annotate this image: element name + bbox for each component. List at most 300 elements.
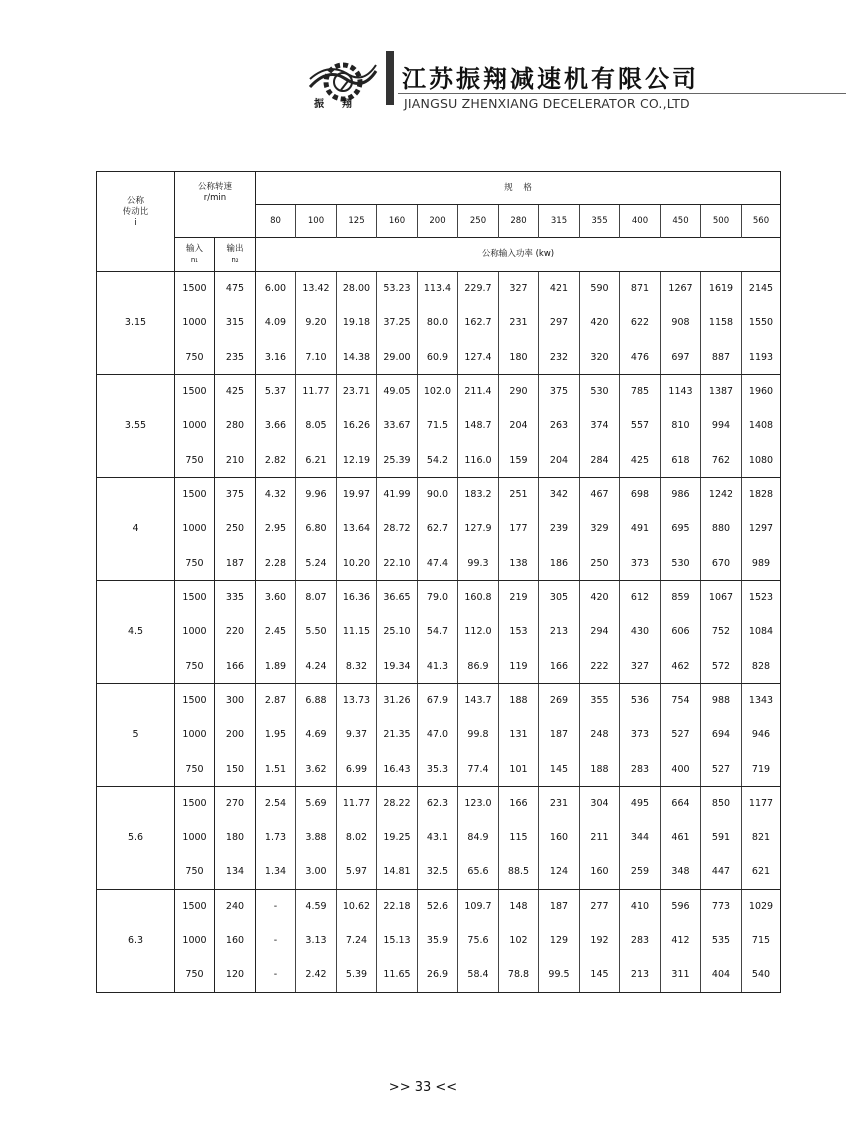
- ratio-header: [97, 172, 175, 272]
- output-speed-cell: 300: [215, 683, 256, 717]
- power-value-cell: 8.02: [337, 821, 377, 855]
- power-value-cell: 400: [661, 752, 701, 786]
- ratio-cell: 5.6: [97, 786, 175, 889]
- power-value-cell: 192: [580, 924, 620, 958]
- table-row: [97, 718, 781, 752]
- power-value-cell: 90.0: [418, 477, 458, 511]
- power-value-cell: 187: [539, 889, 580, 923]
- power-value-cell: 15.13: [377, 924, 418, 958]
- input-speed-header: [175, 238, 215, 272]
- power-value-cell: 1267: [661, 272, 701, 306]
- power-value-cell: 109.7: [458, 889, 499, 923]
- power-value-cell: 664: [661, 786, 701, 820]
- power-value-cell: 41.3: [418, 649, 458, 683]
- power-value-cell: 618: [661, 443, 701, 477]
- power-value-cell: 305: [539, 580, 580, 614]
- power-value-cell: 670: [701, 546, 742, 580]
- output-speed-header: [215, 238, 256, 272]
- power-value-cell: 16.36: [337, 580, 377, 614]
- power-value-cell: 22.10: [377, 546, 418, 580]
- power-value-cell: 994: [701, 409, 742, 443]
- speed-header-line1: 公称转速: [197, 182, 232, 192]
- power-value-cell: 53.23: [377, 272, 418, 306]
- power-value-cell: 3.00: [296, 855, 337, 889]
- power-value-cell: 2.95: [264, 523, 287, 535]
- power-value-cell: 1550: [742, 306, 781, 340]
- power-value-cell: 143.7: [458, 683, 499, 717]
- power-value-cell: 2.54: [264, 798, 287, 810]
- size-header-cell: 125: [337, 205, 377, 238]
- power-value-cell: 762: [701, 443, 742, 477]
- power-value-cell: 1619: [701, 272, 742, 306]
- power-value-cell: 311: [661, 958, 701, 992]
- table-row: [97, 512, 781, 546]
- power-value-cell: 6.00: [264, 283, 287, 295]
- power-value-cell: 4.69: [296, 718, 337, 752]
- output-speed-cell: 235: [215, 340, 256, 374]
- power-value-cell: 536: [620, 683, 661, 717]
- input-speed-cell: 1500: [175, 374, 215, 408]
- power-value-cell: 231: [499, 306, 539, 340]
- power-value-cell: 1523: [742, 580, 781, 614]
- power-value-cell: 47.4: [418, 546, 458, 580]
- power-value-cell: 159: [499, 443, 539, 477]
- power-value-cell: 2.42: [296, 958, 337, 992]
- power-value-cell: 13.64: [337, 512, 377, 546]
- input-label: 输入: [185, 243, 203, 254]
- power-value-cell: 828: [742, 649, 781, 683]
- power-value-cell: 22.18: [377, 889, 418, 923]
- power-value-cell: 204: [539, 443, 580, 477]
- ratio-header-line2: 传动比: [122, 207, 149, 217]
- input-speed-cell: 1500: [175, 477, 215, 511]
- table-row: [97, 443, 781, 477]
- output-label: 输出: [226, 243, 244, 254]
- power-value-cell: 21.35: [377, 718, 418, 752]
- power-value-cell: 3.62: [296, 752, 337, 786]
- power-value-cell: 1242: [701, 477, 742, 511]
- power-value-cell: 1828: [742, 477, 781, 511]
- power-value-cell: 715: [742, 924, 781, 958]
- power-value-cell: 211.4: [458, 374, 499, 408]
- power-value-cell: 304: [580, 786, 620, 820]
- power-value-cell: 75.6: [458, 924, 499, 958]
- power-value-cell: 131: [499, 718, 539, 752]
- table-row: [97, 786, 781, 820]
- header-divider-bar: [386, 51, 394, 105]
- power-value-cell: 99.8: [458, 718, 499, 752]
- table-row: [97, 752, 781, 786]
- power-value-cell: 2.45: [264, 626, 287, 638]
- power-value-cell: 327: [499, 272, 539, 306]
- input-speed-cell: 1000: [175, 512, 215, 546]
- output-speed-cell: 160: [215, 924, 256, 958]
- power-value-cell: 77.4: [458, 752, 499, 786]
- power-value-cell: 239: [539, 512, 580, 546]
- power-value-cell: 821: [742, 821, 781, 855]
- power-value-cell: 19.25: [377, 821, 418, 855]
- power-value-cell: 8.07: [296, 580, 337, 614]
- output-speed-cell: 270: [215, 786, 256, 820]
- power-value-cell: 5.50: [296, 615, 337, 649]
- power-value-cell: 14.81: [377, 855, 418, 889]
- size-header-cell: 80: [256, 205, 296, 238]
- power-value-cell: 54.7: [418, 615, 458, 649]
- power-value-cell: 62.3: [418, 786, 458, 820]
- power-value-cell: 5.37: [264, 386, 287, 398]
- power-value-cell: 1.73: [264, 832, 287, 844]
- power-value-cell: 1193: [742, 340, 781, 374]
- power-value-cell: 342: [539, 477, 580, 511]
- power-value-cell: 461: [661, 821, 701, 855]
- ratio-cell: 3.55: [97, 374, 175, 477]
- power-value-cell: 33.67: [377, 409, 418, 443]
- output-speed-cell: 210: [215, 443, 256, 477]
- table-row: [97, 580, 781, 614]
- power-value-cell: 102.0: [418, 374, 458, 408]
- size-header-cell: 315: [539, 205, 580, 238]
- power-value-cell: 491: [620, 512, 661, 546]
- input-speed-cell: 1000: [175, 924, 215, 958]
- power-value-cell: 8.05: [296, 409, 337, 443]
- size-header-cell: 500: [701, 205, 742, 238]
- power-value-cell: 297: [539, 306, 580, 340]
- power-value-cell: 187: [539, 718, 580, 752]
- power-value-cell: 621: [742, 855, 781, 889]
- power-value-cell: 785: [620, 374, 661, 408]
- power-value-cell: 186: [539, 546, 580, 580]
- power-value-cell: 231: [539, 786, 580, 820]
- power-value-cell: 773: [701, 889, 742, 923]
- output-speed-cell: 375: [215, 477, 256, 511]
- size-header-cell: 450: [661, 205, 701, 238]
- power-value-cell: 1297: [742, 512, 781, 546]
- power-value-cell: 16.43: [377, 752, 418, 786]
- ratio-cell: 4: [97, 477, 175, 580]
- power-value-cell: 908: [661, 306, 701, 340]
- power-value-cell: 153: [499, 615, 539, 649]
- input-speed-cell: 1500: [175, 272, 215, 306]
- power-value-cell: 462: [661, 649, 701, 683]
- power-value-cell: 591: [701, 821, 742, 855]
- power-value-cell: 204: [499, 409, 539, 443]
- power-value-cell: 355: [580, 683, 620, 717]
- power-value-cell: 102: [499, 924, 539, 958]
- power-value-cell: 527: [701, 752, 742, 786]
- power-value-cell: 31.26: [377, 683, 418, 717]
- input-speed-cell: 1000: [175, 306, 215, 340]
- power-value-cell: 421: [539, 272, 580, 306]
- power-value-cell: 10.62: [337, 889, 377, 923]
- power-value-cell: 123.0: [458, 786, 499, 820]
- output-speed-cell: 187: [215, 546, 256, 580]
- table-row: [97, 546, 781, 580]
- power-value-cell: 420: [580, 580, 620, 614]
- power-value-cell: 1177: [742, 786, 781, 820]
- input-speed-cell: 750: [175, 958, 215, 992]
- input-speed-cell: 750: [175, 752, 215, 786]
- power-value-cell: 47.0: [418, 718, 458, 752]
- power-value-cell: 1029: [742, 889, 781, 923]
- power-value-cell: 25.10: [377, 615, 418, 649]
- power-value-cell: 28.22: [377, 786, 418, 820]
- power-value-cell: 251: [499, 477, 539, 511]
- power-value-cell: 211: [580, 821, 620, 855]
- power-value-cell: 2.28: [256, 546, 296, 580]
- power-value-cell: 530: [661, 546, 701, 580]
- power-value-cell: 2145: [742, 272, 781, 306]
- table-row: [97, 649, 781, 683]
- table-row: [97, 683, 781, 717]
- speed-header-line2: r/min: [203, 193, 227, 203]
- power-value-cell: 60.9: [418, 340, 458, 374]
- power-value-cell: 1.34: [256, 855, 296, 889]
- output-speed-cell: 150: [215, 752, 256, 786]
- power-value-cell: 148.7: [458, 409, 499, 443]
- power-value-cell: 12.19: [337, 443, 377, 477]
- power-value-cell: 9.96: [296, 477, 337, 511]
- power-value-cell: 10.20: [337, 546, 377, 580]
- table-row: [97, 272, 781, 306]
- power-value-cell: 65.6: [458, 855, 499, 889]
- power-value-cell: 557: [620, 409, 661, 443]
- power-value-cell: 188: [499, 683, 539, 717]
- power-value-cell: 1143: [661, 374, 701, 408]
- power-value-cell: 527: [661, 718, 701, 752]
- power-value-cell: 6.80: [296, 512, 337, 546]
- table-row: [97, 889, 781, 923]
- power-value-cell: 166: [499, 786, 539, 820]
- power-value-cell: 78.8: [499, 958, 539, 992]
- power-value-cell: 35.9: [418, 924, 458, 958]
- output-speed-cell: 200: [215, 718, 256, 752]
- power-value-cell: 859: [661, 580, 701, 614]
- power-value-cell: 1960: [742, 374, 781, 408]
- size-header-cell: 200: [418, 205, 458, 238]
- power-value-cell: 71.5: [418, 409, 458, 443]
- power-value-cell: 11.77: [337, 786, 377, 820]
- ratio-cell: 5: [97, 683, 175, 786]
- power-value-cell: 14.38: [337, 340, 377, 374]
- power-value-cell: 374: [580, 409, 620, 443]
- power-value-cell: 16.26: [337, 409, 377, 443]
- size-header-cell: 280: [499, 205, 539, 238]
- power-value-cell: 327: [620, 649, 661, 683]
- logo-char-right: 翔: [342, 99, 352, 110]
- power-value-cell: 19.34: [377, 649, 418, 683]
- power-value-cell: 62.7: [418, 512, 458, 546]
- power-value-cell: 410: [620, 889, 661, 923]
- power-value-cell: 871: [620, 272, 661, 306]
- power-value-cell: 13.42: [296, 272, 337, 306]
- power-value-cell: 1084: [742, 615, 781, 649]
- power-value-cell: 695: [661, 512, 701, 546]
- power-value-cell: 294: [580, 615, 620, 649]
- power-value-cell: 54.2: [418, 443, 458, 477]
- power-value-cell: 1158: [701, 306, 742, 340]
- power-value-cell: 697: [661, 340, 701, 374]
- ratio-cell: 3.15: [97, 272, 175, 375]
- power-value-cell: 88.5: [499, 855, 539, 889]
- power-value-cell: 3.16: [256, 340, 296, 374]
- size-header-cell: 160: [377, 205, 418, 238]
- output-speed-cell: 335: [215, 580, 256, 614]
- power-value-cell: 6.21: [296, 443, 337, 477]
- table-row: [97, 958, 781, 992]
- power-value-cell: 752: [701, 615, 742, 649]
- header-underline: [398, 93, 846, 94]
- power-value-cell: 250: [580, 546, 620, 580]
- power-value-cell: 540: [742, 958, 781, 992]
- power-value-cell: 4.24: [296, 649, 337, 683]
- power-value-cell: 719: [742, 752, 781, 786]
- power-value-cell: 3.66: [264, 420, 287, 432]
- size-header-cell: 100: [296, 205, 337, 238]
- power-value-cell: 79.0: [418, 580, 458, 614]
- power-value-cell: 2.87: [264, 695, 287, 707]
- page-header: [300, 45, 820, 115]
- power-value-cell: 166: [539, 649, 580, 683]
- power-value-cell: 84.9: [458, 821, 499, 855]
- output-speed-cell: 240: [215, 889, 256, 923]
- power-value-cell: 127.4: [458, 340, 499, 374]
- table-row: [97, 340, 781, 374]
- power-value-cell: 348: [661, 855, 701, 889]
- output-sub: n₂: [231, 255, 239, 264]
- power-value-cell: 11.65: [377, 958, 418, 992]
- power-value-cell: 67.9: [418, 683, 458, 717]
- power-value-cell: 373: [620, 546, 661, 580]
- power-value-cell: 36.65: [377, 580, 418, 614]
- power-value-cell: 622: [620, 306, 661, 340]
- power-value-cell: 23.71: [337, 374, 377, 408]
- power-value-cell: 590: [580, 272, 620, 306]
- power-value-cell: 213: [620, 958, 661, 992]
- power-value-cell: 29.00: [377, 340, 418, 374]
- power-value-cell: 4.32: [264, 489, 287, 501]
- power-value-cell: 9.20: [296, 306, 337, 340]
- power-value-cell: 989: [742, 546, 781, 580]
- power-value-cell: 1.51: [256, 752, 296, 786]
- power-value-cell: 283: [620, 752, 661, 786]
- ratio-cell: 4.5: [97, 580, 175, 683]
- input-speed-cell: 750: [175, 340, 215, 374]
- input-speed-cell: 1500: [175, 889, 215, 923]
- power-value-cell: 810: [661, 409, 701, 443]
- output-speed-cell: 166: [215, 649, 256, 683]
- power-value-cell: 6.99: [337, 752, 377, 786]
- power-value-cell: 375: [539, 374, 580, 408]
- power-value-cell: 28.72: [377, 512, 418, 546]
- power-value-cell: 145: [539, 752, 580, 786]
- power-value-cell: 162.7: [458, 306, 499, 340]
- power-value-cell: 101: [499, 752, 539, 786]
- input-speed-cell: 1000: [175, 409, 215, 443]
- power-value-cell: 32.5: [418, 855, 458, 889]
- power-value-cell: 25.39: [377, 443, 418, 477]
- power-value-cell: 263: [539, 409, 580, 443]
- table-row: [97, 409, 781, 443]
- table-row: [97, 924, 781, 958]
- power-value-cell: 880: [701, 512, 742, 546]
- power-value-cell: 4.59: [296, 889, 337, 923]
- power-value-cell: 420: [580, 306, 620, 340]
- table-row: [97, 477, 781, 511]
- input-speed-cell: 750: [175, 855, 215, 889]
- ratio-header-line3: i: [134, 218, 137, 228]
- power-value-cell: 115: [499, 821, 539, 855]
- power-value-cell: 148: [499, 889, 539, 923]
- power-value-cell: 284: [580, 443, 620, 477]
- power-value-cell: 7.10: [296, 340, 337, 374]
- power-value-cell: 160: [580, 855, 620, 889]
- power-value-cell: 694: [701, 718, 742, 752]
- power-value-cell: 290: [499, 374, 539, 408]
- table-row: [97, 855, 781, 889]
- power-value-cell: 35.3: [418, 752, 458, 786]
- power-value-cell: 160: [539, 821, 580, 855]
- input-speed-cell: 750: [175, 546, 215, 580]
- power-value-cell: 329: [580, 512, 620, 546]
- output-speed-cell: 134: [215, 855, 256, 889]
- power-rating-table-wrapper: [96, 171, 781, 993]
- power-value-cell: 113.4: [418, 272, 458, 306]
- power-value-cell: 988: [701, 683, 742, 717]
- power-value-cell: 219: [499, 580, 539, 614]
- power-value-cell: 495: [620, 786, 661, 820]
- power-value-cell: 160.8: [458, 580, 499, 614]
- page-number: >> 33 <<: [388, 1080, 458, 1095]
- power-value-cell: -: [273, 935, 278, 947]
- power-value-cell: 1.95: [264, 729, 287, 741]
- power-value-cell: 99.5: [539, 958, 580, 992]
- speed-header: [175, 172, 256, 238]
- logo-char-left: 振: [314, 99, 324, 110]
- power-value-cell: 49.05: [377, 374, 418, 408]
- power-value-cell: 5.24: [296, 546, 337, 580]
- power-value-cell: 754: [661, 683, 701, 717]
- output-speed-cell: 425: [215, 374, 256, 408]
- table-row: [97, 821, 781, 855]
- power-value-cell: 58.4: [458, 958, 499, 992]
- power-value-cell: 248: [580, 718, 620, 752]
- power-value-cell: 412: [661, 924, 701, 958]
- power-value-cell: 127.9: [458, 512, 499, 546]
- company-name-cn: 江苏振翔减速机有限公司: [402, 65, 699, 93]
- power-value-cell: 946: [742, 718, 781, 752]
- power-value-cell: 5.97: [337, 855, 377, 889]
- power-value-cell: 373: [620, 718, 661, 752]
- power-value-cell: 3.88: [296, 821, 337, 855]
- power-value-cell: 43.1: [418, 821, 458, 855]
- power-value-cell: 606: [661, 615, 701, 649]
- power-value-cell: 535: [701, 924, 742, 958]
- power-value-cell: 4.09: [264, 317, 287, 329]
- power-value-cell: 259: [620, 855, 661, 889]
- input-speed-cell: 750: [175, 443, 215, 477]
- power-value-cell: 52.6: [418, 889, 458, 923]
- power-value-cell: 37.25: [377, 306, 418, 340]
- power-value-cell: 986: [661, 477, 701, 511]
- power-value-cell: 41.99: [377, 477, 418, 511]
- power-value-cell: 9.37: [337, 718, 377, 752]
- table-body: [97, 272, 781, 993]
- power-value-cell: 229.7: [458, 272, 499, 306]
- power-value-cell: 19.97: [337, 477, 377, 511]
- company-name-en: JIANGSU ZHENXIANG DECELERATOR CO.,LTD: [404, 96, 690, 111]
- size-header-cell: 400: [620, 205, 661, 238]
- power-value-cell: 124: [539, 855, 580, 889]
